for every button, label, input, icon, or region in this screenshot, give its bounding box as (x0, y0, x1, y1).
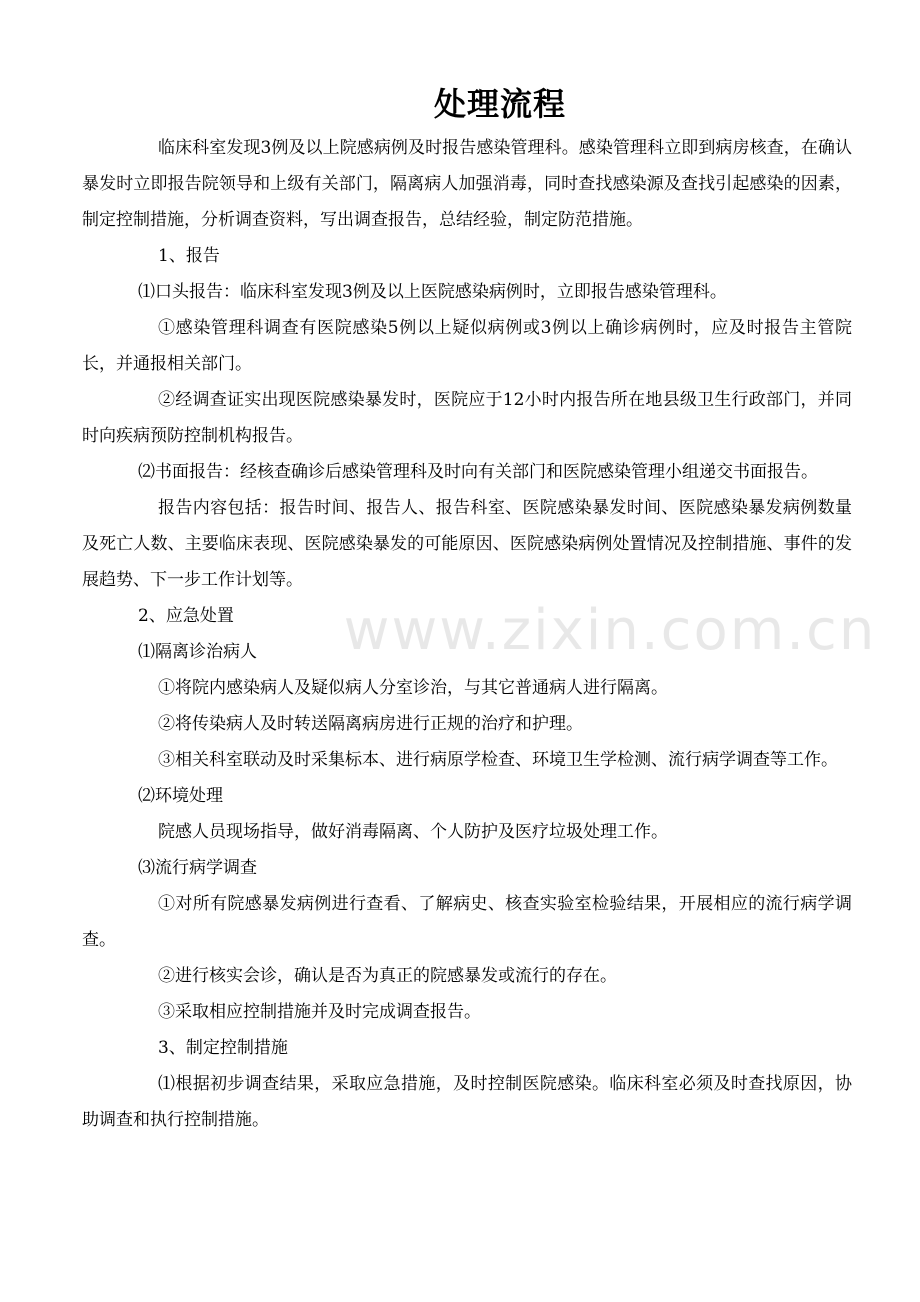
section-heading-control: 3、制定控制措施 (158, 1038, 288, 1058)
list-item: ③采取相应控制措施并及时完成调查报告。 (158, 1002, 481, 1022)
environment-paragraph: 院感人员现场指导，做好消毒隔离、个人防护及医疗垃圾处理工作。 (158, 822, 668, 842)
list-item: ⑴根据初步调查结果，采取应急措施，及时控制医院感染。临床科室必须及时查找原因，协助调查和执行控制措施。 (82, 1074, 852, 1130)
subsection-epidemiology: ⑶流行病学调查 (138, 858, 257, 878)
subsection-environment: ⑵环境处理 (138, 786, 223, 806)
list-item: ①感染管理科调查有医院感染5例以上疑似病例或3例以上确诊病例时，应及时报告主管院长，并通报相关部门。 (82, 318, 852, 374)
intro-paragraph: 临床科室发现3例及以上院感病例及时报告感染管理科。感染管理科立即到病房核查，在确认暴发时立即报告院领导和上级有关部门，隔离病人加强消毒，同时查找感染源及查找引起感染的因素，制定控制措施，分析调查资料，写出调查报告，总结经验，制定防范措施。 (82, 138, 852, 230)
list-item: ①对所有院感暴发病例进行查看、了解病史、核查实验室检验结果，开展相应的流行病学调查。 (82, 894, 852, 950)
watermark: www.zixin.com.cn (343, 598, 877, 663)
list-item: ②将传染病人及时转送隔离病房进行正规的治疗和护理。 (158, 714, 583, 734)
subsection-isolation: ⑴隔离诊治病人 (138, 642, 257, 662)
page-title: 处理流程 (433, 85, 566, 123)
list-item: ③相关科室联动及时采集标本、进行病原学检查、环境卫生学检测、流行病学调查等工作。 (158, 750, 838, 770)
list-item: ②经调查证实出现医院感染暴发时，医院应于12小时内报告所在地县级卫生行政部门，并同时向疾病预防控制机构报告。 (82, 390, 852, 446)
document-body (82, 130, 852, 1138)
section-heading-emergency: 2、应急处置 (138, 606, 234, 626)
subsection-written-report: ⑵书面报告：经核查确诊后感染管理科及时向有关部门和医院感染管理小组递交书面报告。 (138, 462, 818, 482)
report-content-paragraph: 报告内容包括：报告时间、报告人、报告科室、医院感染暴发时间、医院感染暴发病例数量及死亡人数、主要临床表现、医院感染暴发的可能原因、医院感染病例处置情况及控制措施、事件的发展趋势、下一步工作计划等。 (82, 498, 852, 590)
list-item: ②进行核实会诊，确认是否为真正的院感暴发或流行的存在。 (158, 966, 617, 986)
subsection-oral-report: ⑴口头报告：临床科室发现3例及以上医院感染病例时，立即报告感染管理科。 (138, 282, 727, 302)
list-item: ①将院内感染病人及疑似病人分室诊治，与其它普通病人进行隔离。 (158, 678, 668, 698)
section-heading-report: 1、报告 (158, 246, 220, 266)
